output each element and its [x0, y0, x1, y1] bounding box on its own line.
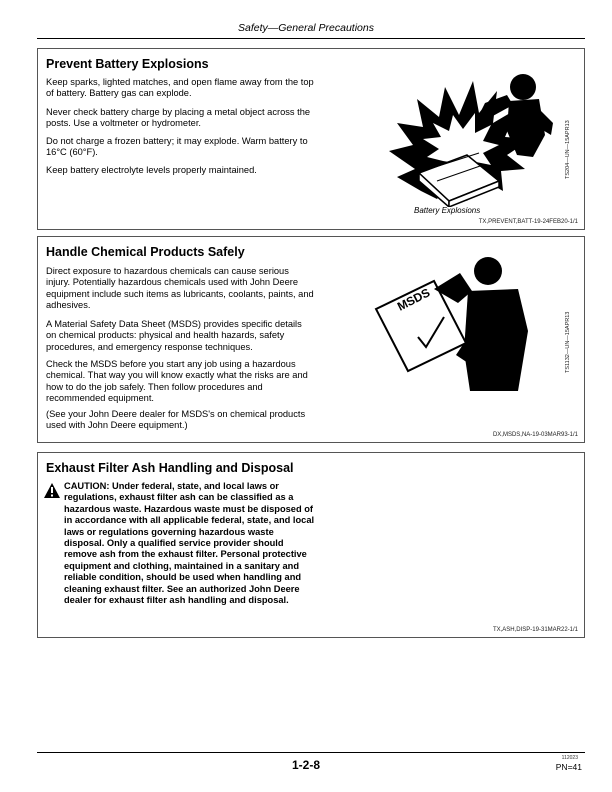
paragraph: (See your John Deere dealer for MSDS's on chemical products used with John Deere equipment.) — [46, 409, 306, 431]
paragraph: Never check battery charge by placing a metal object across the posts. Use a voltmeter or hydrometer. — [46, 107, 311, 129]
footer-rule — [37, 752, 585, 753]
page-header: Safety—General Precautions — [238, 22, 374, 34]
paragraph: Do not charge a frozen battery; it may explode. Warm battery to 16°C (60°F). — [46, 136, 308, 158]
section-title: Prevent Battery Explosions — [46, 57, 209, 71]
figure-caption: Battery Explosions — [414, 206, 481, 215]
section-battery-explosions — [37, 48, 585, 230]
reference-code: TX,PREVENT,BATT-19-24FEB20-1/1 — [478, 219, 578, 225]
section-exhaust-filter-ash — [37, 452, 585, 638]
paragraph: Direct exposure to hazardous chemicals can cause serious injury. Potentially hazardous chemicals used with John Deere equipment include such items as lubricants, coolants, paints, and adhesives. — [46, 266, 314, 311]
paragraph: Keep sparks, lighted matches, and open flame away from the top of battery. Battery gas can explode. — [46, 77, 314, 99]
warning-triangle-icon — [44, 483, 60, 498]
reference-code: DX,MSDS,NA-19-03MAR93-1/1 — [492, 432, 578, 438]
header-rule — [37, 38, 585, 39]
paragraph: Keep battery electrolyte levels properly maintained. — [46, 165, 257, 175]
figure-code: TS1132—UN—15APR13 — [565, 311, 571, 373]
caution-text: CAUTION: Under federal, state, and local laws or regulations, exhaust filter ash can be classified as a hazardous waste. Hazardous waste must be disposed of in accordance with all applicable federal, state, and local laws or regulations governing hazardous waste disposal. Only a qualified service provider should remove ash from the exhaust filter. Personal protective equipment and clothing, maintained in a sanitary and reliable condition, should be used when handling and cleaning exhaust filter. See an authorized John Deere dealer for exhaust filter ash handling and disposal. — [64, 481, 315, 606]
pn-number: PN=41 — [555, 762, 582, 772]
msds-sheet-label: MSDS — [395, 285, 433, 314]
paragraph: A Material Safety Data Sheet (MSDS) provides specific details on chemical products: physical and health hazards, safety procedures, and emergency response techniques. — [46, 319, 302, 352]
figure-code: TS204—UN—15APR13 — [565, 120, 571, 179]
msds-reading-illustration — [368, 251, 558, 391]
battery-explosion-illustration — [383, 65, 563, 207]
section-title: Handle Chemical Products Safely — [46, 245, 245, 259]
paragraph: Check the MSDS before you start any job using a hazardous chemical. That way you will know exactly what the risks are and how to do the job safely. Then follow procedures and recommended equipment. — [46, 359, 308, 404]
section-chemical-products — [37, 236, 585, 443]
reference-code: TX,ASH,DISP-19-31MAR22-1/1 — [492, 627, 578, 633]
section-title: Exhaust Filter Ash Handling and Disposal — [46, 461, 294, 475]
page-number: 1-2-8 — [291, 758, 320, 772]
date-code: 112023 — [561, 755, 578, 761]
